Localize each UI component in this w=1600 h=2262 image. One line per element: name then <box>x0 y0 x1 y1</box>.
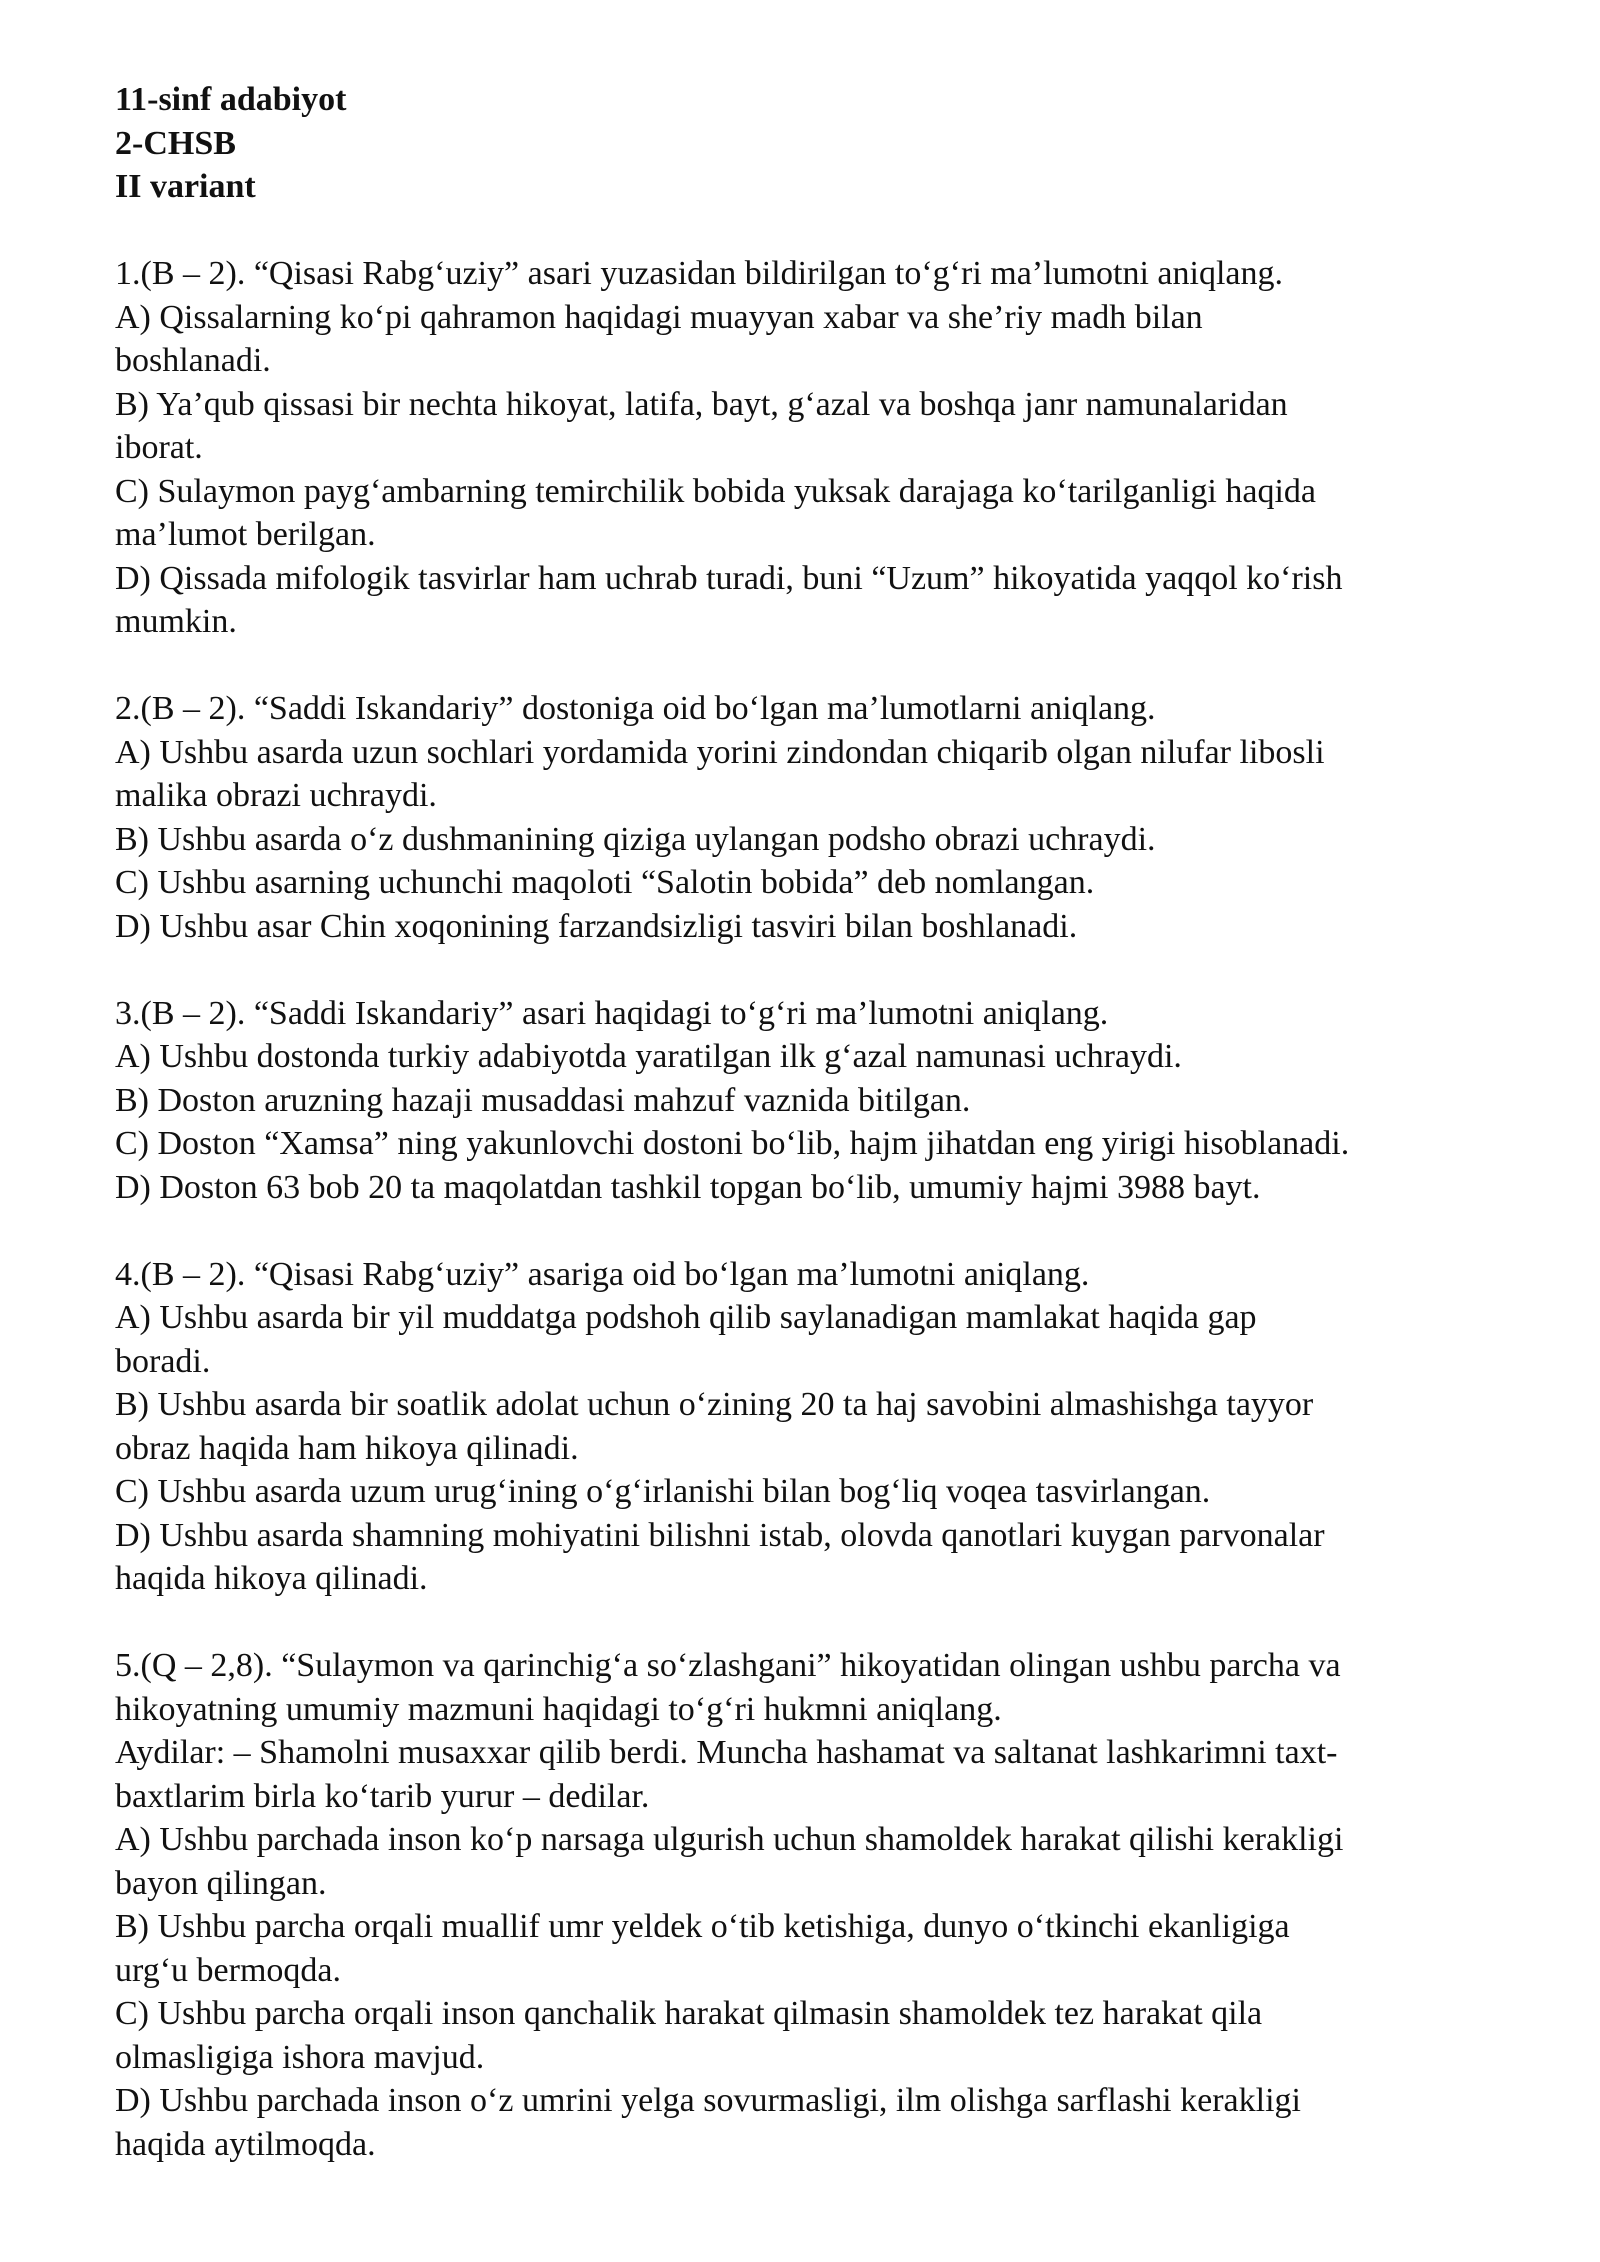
question-4 <box>115 1253 1515 1601</box>
question-line: A) Qissalarning ko‘pi qahramon haqidagi muayyan xabar va she’riy madh bilan <box>115 298 1203 336</box>
question-2 <box>115 687 1515 948</box>
question-line: mumkin. <box>115 603 237 640</box>
document-content <box>115 78 1515 2166</box>
test-code: 2-CHSB <box>115 124 236 162</box>
question-line: B) Ushbu asarda bir soatlik adolat uchun o‘zining 20 ta haj savobini almashishga tayyor <box>115 1386 1314 1423</box>
question-line: D) Doston 63 bob 20 ta maqolatdan tashkil topgan bo‘lib, umumiy hajmi 3988 bayt. <box>115 1168 1261 1206</box>
question-line: D) Ushbu parchada inson o‘z umrini yelga sovurmasligi, ilm olishga sarflashi kerakligi <box>115 2082 1301 2119</box>
question-text: 2.(B – 2). “Saddi Iskandariy” dostoniga oid bo‘lgan ma’lumotlarni aniqlang. <box>115 690 1156 727</box>
question-5 <box>115 1644 1515 2166</box>
question-line: obraz haqida ham hikoya qilinadi. <box>115 1429 579 1467</box>
question-line: C) Ushbu asarda uzum urug‘ining o‘g‘irlanishi bilan bog‘liq voqea tasvirlangan. <box>115 1473 1211 1510</box>
question-line: D) Qissada mifologik tasvirlar ham uchrab turadi, buni “Uzum” hikoyatida yaqqol ko‘rish <box>115 559 1343 597</box>
question-1 <box>115 252 1515 644</box>
question-line: boradi. <box>115 1342 211 1380</box>
question-line: boshlanadi. <box>115 342 271 379</box>
subject-title: 11-sinf adabiyot <box>115 81 347 118</box>
question-line: D) Ushbu asarda shamning mohiyatini bilishni istab, olovda qanotlari kuygan parvonalar <box>115 1516 1325 1554</box>
question-line: haqida aytilmoqda. <box>115 2125 376 2163</box>
variant-label: II variant <box>115 168 256 205</box>
question-line: hikoyatning umumiy mazmuni haqidagi to‘g‘ri hukmni aniqlang. <box>115 1690 1002 1728</box>
question-line: A) Ushbu dostonda turkiy adabiyotda yaratilgan ilk g‘azal namunasi uchraydi. <box>115 1038 1182 1075</box>
question-line: B) Ya’qub qissasi bir nechta hikoyat, latifa, bayt, g‘azal va boshqa janr namunalaridan <box>115 385 1288 423</box>
question-line: A) Ushbu asarda bir yil muddatga podshoh qilib saylanadigan mamlakat haqida gap <box>115 1299 1257 1336</box>
question-line: malika obrazi uchraydi. <box>115 777 437 814</box>
question-line: ma’lumot berilgan. <box>115 516 376 553</box>
question-line: Aydilar: – Shamolni musaxxar qilib berdi. Muncha hashamat va saltanat lashkarimni taxt- <box>115 1734 1338 1771</box>
question-line: B) Doston aruzning hazaji musaddasi mahzuf vaznida bitilgan. <box>115 1081 971 1119</box>
question-text: 5.(Q – 2,8). “Sulaymon va qarinchig‘a so‘zlashgani” hikoyatidan olingan ushbu parcha va <box>115 1647 1341 1684</box>
question-line: C) Doston “Xamsa” ning yakunlovchi dostoni bo‘lib, hajm jihatdan eng yirigi hisoblanadi. <box>115 1125 1350 1162</box>
question-line: bayon qilingan. <box>115 1864 327 1902</box>
question-line: C) Ushbu asarning uchunchi maqoloti “Salotin bobida” deb nomlangan. <box>115 864 1095 901</box>
question-line: C) Ushbu parcha orqali inson qanchalik harakat qilmasin shamoldek tez harakat qila <box>115 1995 1263 2032</box>
question-line: haqida hikoya qilinadi. <box>115 1560 428 1597</box>
questions-list <box>115 252 1515 2166</box>
question-text: 3.(B – 2). “Saddi Iskandariy” asari haqidagi to‘g‘ri ma’lumotni aniqlang. <box>115 994 1109 1032</box>
document-header <box>115 78 1515 209</box>
question-line: A) Ushbu parchada inson ko‘p narsaga ulgurish uchun shamoldek harakat qilishi kerakligi <box>115 1821 1344 1858</box>
question-line: baxtlarim birla ko‘tarib yurur – dedilar. <box>115 1777 650 1815</box>
question-line: A) Ushbu asarda uzun sochlari yordamida yorini zindondan chiqarib olgan nilufar libosli <box>115 733 1325 771</box>
question-line: D) Ushbu asar Chin xoqonining farzandsizligi tasviri bilan boshlanadi. <box>115 907 1078 945</box>
question-line: B) Ushbu asarda o‘z dushmanining qiziga uylangan podsho obrazi uchraydi. <box>115 820 1156 858</box>
question-line: urg‘u bermoqda. <box>115 1951 341 1989</box>
question-3 <box>115 992 1515 1210</box>
question-line: olmasligiga ishora mavjud. <box>115 2038 485 2076</box>
question-line: B) Ushbu parcha orqali muallif umr yeldek o‘tib ketishiga, dunyo o‘tkinchi ekanligiga <box>115 1908 1290 1945</box>
question-text: 1.(B – 2). “Qisasi Rabg‘uziy” asari yuzasidan bildirilgan to‘g‘ri ma’lumotni aniqlang. <box>115 255 1283 292</box>
question-text: 4.(B – 2). “Qisasi Rabg‘uziy” asariga oid bo‘lgan ma’lumotni aniqlang. <box>115 1255 1090 1293</box>
question-line: C) Sulaymon payg‘ambarning temirchilik bobida yuksak darajaga ko‘tarilganligi haqida <box>115 472 1317 510</box>
question-line: iborat. <box>115 429 203 466</box>
